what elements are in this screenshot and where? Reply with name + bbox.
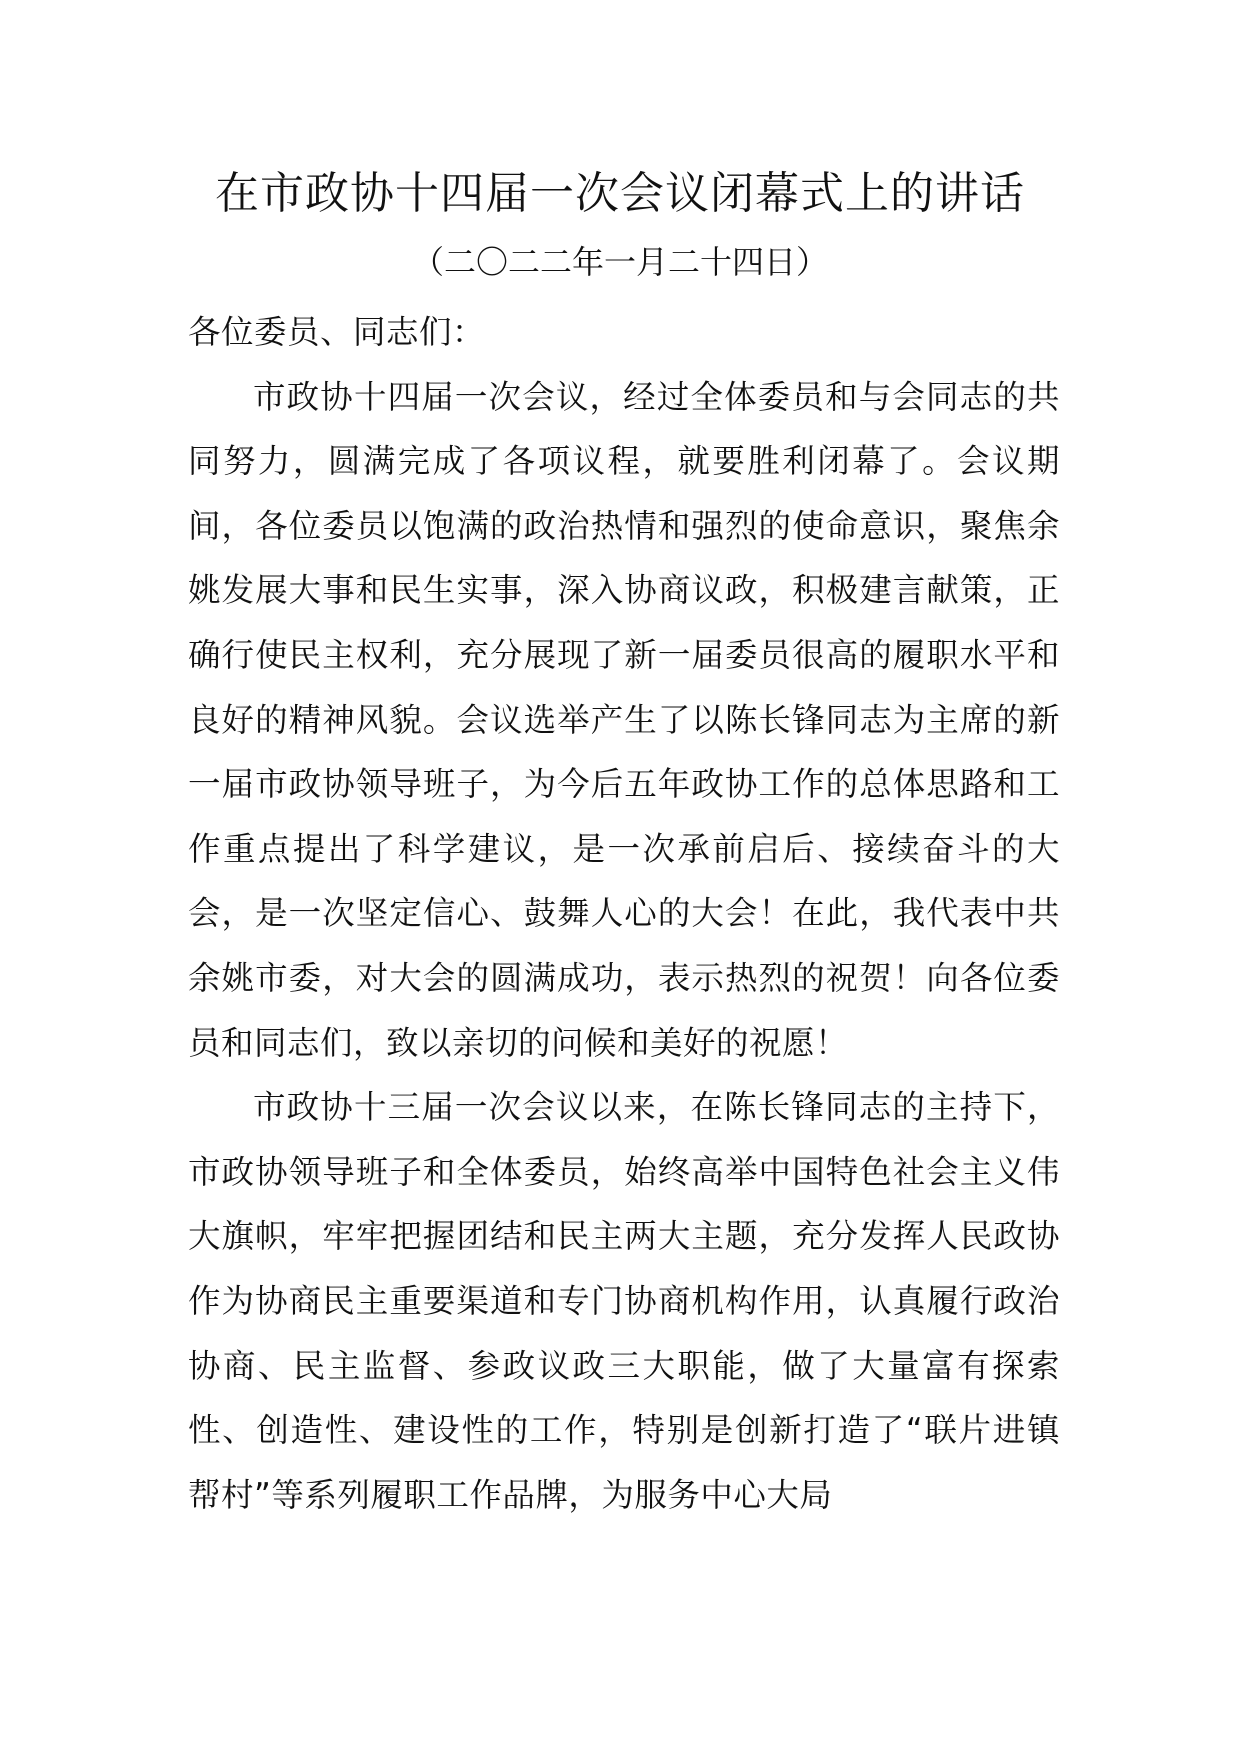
body-paragraph: 市政协十三届一次会议以来，在陈长锋同志的主持下，市政协领导班子和全体委员，始终高举中国特色社会主义伟大旗帜，牢牢把握团结和民主两大主题，充分发挥人民政协作为协商民主重要渠道和专门协商机构作用，认真履行政治协商、民主监督、参政议政三大职能，做了大量富有探索性、创造性、建设性的工作，特别是创新打造了“联片进镇帮村”等系列履职工作品牌，为服务中心大局 — [188, 1088, 1060, 1514]
document-title: 在市政协十四届一次会议闭幕式上的讲话 — [215, 168, 1025, 219]
speech-date: （二〇二二年一月二十四日） — [411, 243, 828, 281]
body-paragraph: 市政协十四届一次会议，经过全体委员和与会同志的共同努力，圆满完成了各项议程，就要胜利闭幕了。会议期间，各位委员以饱满的政治热情和强烈的使命意识，聚焦余姚发展大事和民生实事，深入协商议政，积极建言献策，正确行使民主权利，充分展现了新一届委员很高的履职水平和良好的精神风貌。会议选举产生了以陈长锋同志为主席的新一届市政协领导班子，为今后五年政协工作的总体思路和工作重点提出了科学建议，是一次承前启后、接续奋斗的大会，是一次坚定信心、鼓舞人心的大会！在此，我代表中共余姚市委，对大会的圆满成功，表示热烈的祝贺！向各位委员和同志们，致以亲切的问候和美好的祝愿！ — [188, 377, 1060, 1062]
document-body — [188, 300, 1060, 1527]
salutation: 各位委员、同志们： — [188, 313, 486, 351]
